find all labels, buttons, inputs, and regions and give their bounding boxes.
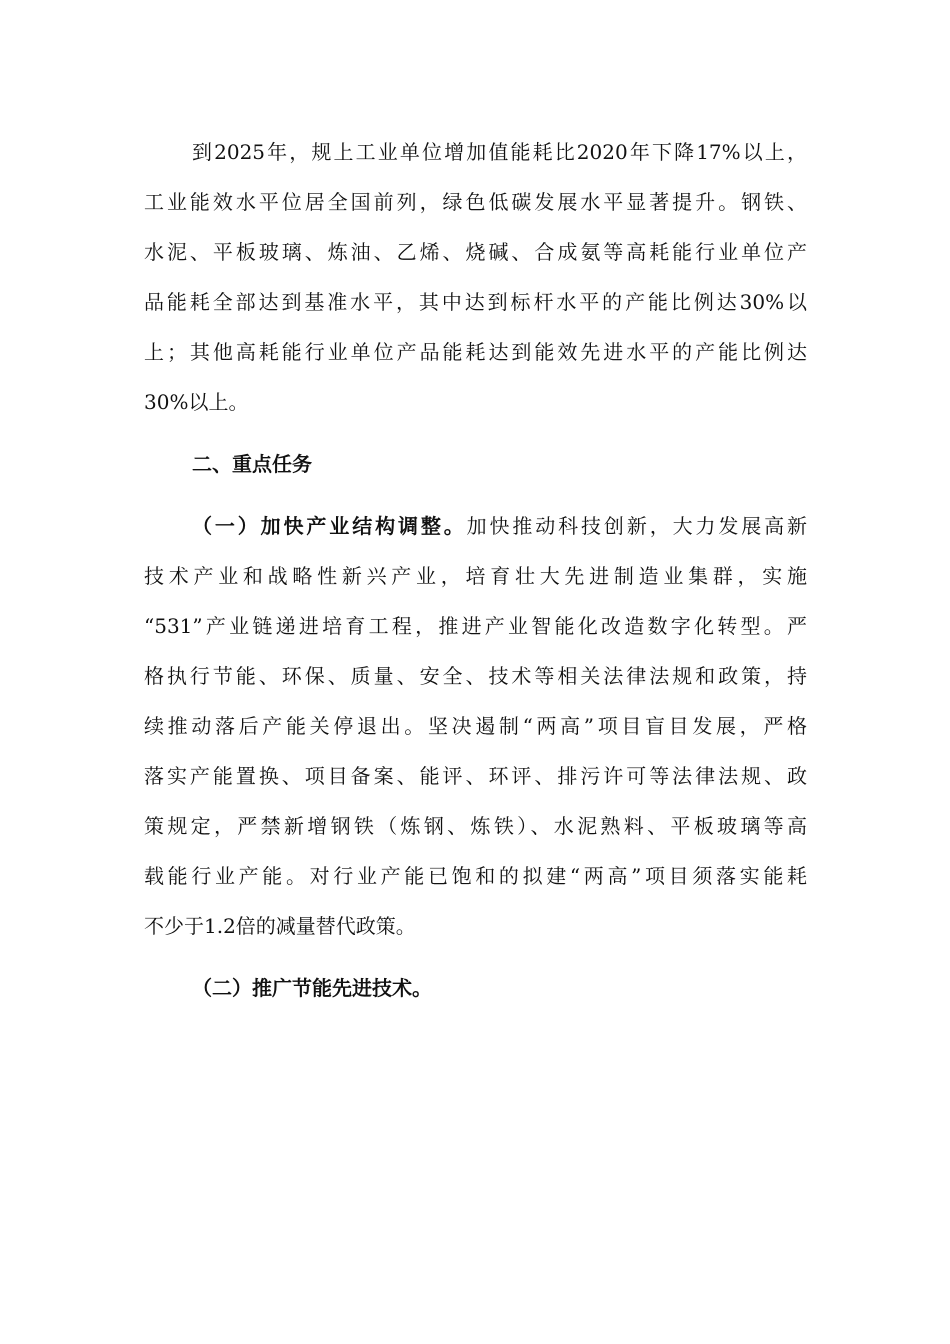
paragraph-2-line-9: 不少于1.2倍的减量替代政策。 <box>144 914 416 938</box>
paragraph-1-line-5: 上；其他高耗能行业单位产品能耗达到能效先进水平的产能比例达 <box>144 340 807 364</box>
paragraph-1-line-4: 品能耗全部达到基准水平，其中达到标杆水平的产能比例达30%以 <box>144 290 807 314</box>
paragraph-2-line-1 <box>192 510 807 542</box>
subheading-2: （二）推广节能先进技术。 <box>192 976 432 1000</box>
paragraph-2-line-3: “531”产业链递进培育工程，推进产业智能化改造数字化转型。严 <box>144 614 807 638</box>
paragraph-2-line-7: 策规定，严禁新增钢铁（炼钢、炼铁）、水泥熟料、平板玻璃等高 <box>144 814 807 838</box>
paragraph-2-lead-heading: （一）加快产业结构调整。 <box>192 514 467 538</box>
paragraph-1-line-3: 水泥、平板玻璃、炼油、乙烯、烧碱、合成氨等高耗能行业单位产 <box>144 240 807 264</box>
section-heading: 二、重点任务 <box>192 452 312 476</box>
paragraph-2-line-6: 落实产能置换、项目备案、能评、环评、排污许可等法律法规、政 <box>144 764 807 788</box>
paragraph-2-line-5: 续推动落后产能关停退出。坚决遏制“两高”项目盲目发展，严格 <box>144 714 807 738</box>
paragraph-2-line-8: 载能行业产能。对行业产能已饱和的拟建“两高”项目须落实能耗 <box>144 864 807 888</box>
paragraph-2-line-2: 技术产业和战略性新兴产业，培育壮大先进制造业集群，实施 <box>144 564 807 588</box>
paragraph-2-line-4: 格执行节能、环保、质量、安全、技术等相关法律法规和政策，持 <box>144 664 807 688</box>
paragraph-1-line-2: 工业能效水平位居全国前列，绿色低碳发展水平显著提升。钢铁、 <box>144 190 807 214</box>
paragraph-2-lead-text: 加快推动科技创新，大力发展高新 <box>466 514 808 538</box>
paragraph-1-line-6: 30%以上。 <box>144 390 249 414</box>
paragraph-1-line-1: 到2025年，规上工业单位增加值能耗比2020年下降17%以上， <box>192 140 807 164</box>
